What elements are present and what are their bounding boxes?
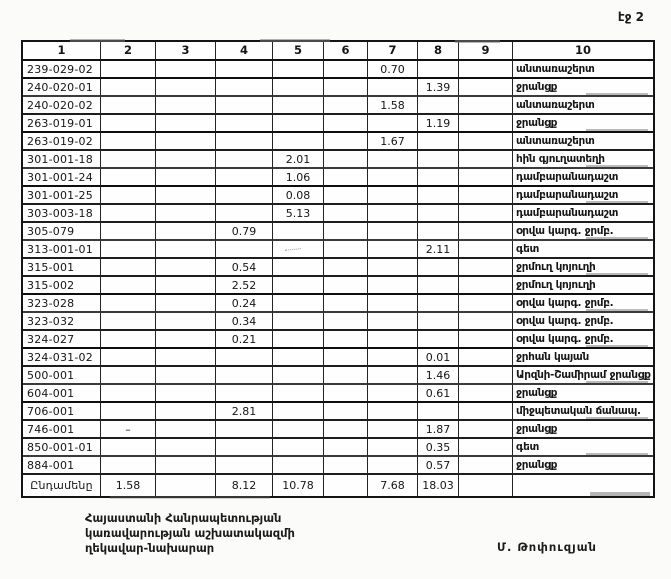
value-cell (156, 115, 216, 133)
value-cell (324, 115, 368, 133)
value-cell (101, 133, 156, 151)
value-cell (418, 295, 459, 313)
value-cell (459, 367, 513, 385)
value-cell (101, 151, 156, 169)
value-cell (459, 475, 513, 496)
value-cell (273, 439, 324, 457)
value-cell (101, 403, 156, 421)
value-cell (156, 277, 216, 295)
value-cell (216, 169, 273, 187)
value-cell (368, 205, 418, 223)
value-cell (368, 169, 418, 187)
table-row (23, 79, 653, 97)
table-row (23, 439, 653, 457)
value-cell (216, 79, 273, 97)
value-cell (101, 331, 156, 349)
value-cell: 1.87 (418, 421, 459, 439)
column-header-cell: 10 (513, 42, 653, 61)
description-cell: օրվա կարգ. ջրմբ. (513, 223, 653, 241)
signatory-title-line: կառավարության աշխատակազմի (85, 526, 295, 540)
value-cell: 5.13 (273, 205, 324, 223)
value-cell: 0.24 (216, 295, 273, 313)
value-cell (156, 151, 216, 169)
value-cell (101, 295, 156, 313)
value-cell (156, 169, 216, 187)
value-cell (368, 313, 418, 331)
value-cell (156, 295, 216, 313)
signatory-title-line: Հայաստանի Հանրապետության (85, 511, 282, 525)
value-cell (459, 151, 513, 169)
value-cell (324, 457, 368, 475)
value-cell (216, 151, 273, 169)
description-cell: ջրանցք (513, 385, 653, 403)
signatory-name: Մ. Թոփուզյան (497, 540, 597, 554)
value-cell (101, 97, 156, 115)
value-cell (101, 187, 156, 205)
value-cell (459, 241, 513, 259)
value-cell (459, 349, 513, 367)
table-row (23, 61, 653, 79)
value-cell: 1.58 (368, 97, 418, 115)
table-body (23, 61, 653, 475)
table-row (23, 133, 653, 151)
value-cell (156, 439, 216, 457)
value-cell (273, 367, 324, 385)
value-cell (459, 97, 513, 115)
value-cell (324, 385, 368, 403)
table-row (23, 151, 653, 169)
value-cell (156, 367, 216, 385)
value-cell (459, 277, 513, 295)
value-cell (273, 385, 324, 403)
parcel-code-cell: 323-032 (23, 313, 101, 331)
parcel-code-cell: 323-028 (23, 295, 101, 313)
value-cell (101, 385, 156, 403)
parcel-code-cell: 604-001 (23, 385, 101, 403)
value-cell (418, 313, 459, 331)
description-cell: անտառաշերտ (513, 133, 653, 151)
scan-artifact (590, 492, 650, 496)
value-cell (459, 439, 513, 457)
value-cell (101, 223, 156, 241)
table-row (23, 259, 653, 277)
value-cell: 0.61 (418, 385, 459, 403)
value-cell (368, 439, 418, 457)
value-cell (324, 169, 368, 187)
description-cell: դամբարանադաշտ (513, 169, 653, 187)
table-row (23, 331, 653, 349)
description-cell: անտառաշերտ (513, 97, 653, 115)
column-header-cell: 4 (216, 42, 273, 61)
parcel-code-cell: 303-003-18 (23, 205, 101, 223)
description-cell: դամբարանադաշտ (513, 205, 653, 223)
scan-artifact (110, 496, 270, 499)
table-header (23, 42, 653, 61)
description-cell: օրվա կարգ. ջրմբ. (513, 313, 653, 331)
value-cell (156, 313, 216, 331)
value-cell (418, 151, 459, 169)
value-cell (273, 313, 324, 331)
signatory-title-block (85, 511, 295, 556)
description-cell: Արզնի-Շամիրամ ջրանցք (513, 367, 653, 385)
description-cell: գետ (513, 241, 653, 259)
value-cell (273, 61, 324, 79)
parcel-code-cell: 500-001 (23, 367, 101, 385)
value-cell (459, 259, 513, 277)
value-cell (273, 133, 324, 151)
parcel-code-cell: 301-001-24 (23, 169, 101, 187)
value-cell (101, 349, 156, 367)
value-cell (156, 457, 216, 475)
table-row (23, 115, 653, 133)
value-cell (156, 133, 216, 151)
value-cell (368, 79, 418, 97)
value-cell: 0.08 (273, 187, 324, 205)
value-cell (273, 331, 324, 349)
scan-artifact (455, 40, 500, 43)
description-cell: գետ (513, 439, 653, 457)
value-cell (156, 349, 216, 367)
value-cell (216, 457, 273, 475)
description-cell: օրվա կարգ. ջրմբ. (513, 295, 653, 313)
land-parcel-table (21, 40, 655, 498)
value-cell (216, 61, 273, 79)
value-cell: 10.78 (273, 475, 324, 496)
value-cell (368, 151, 418, 169)
value-cell: – (101, 421, 156, 439)
page-number-label: էջ 2 (617, 10, 644, 24)
value-cell (418, 133, 459, 151)
value-cell (324, 331, 368, 349)
value-cell (459, 457, 513, 475)
parcel-code-cell: 239-029-02 (23, 61, 101, 79)
value-cell (368, 241, 418, 259)
value-cell (101, 259, 156, 277)
parcel-code-cell: 324-027 (23, 331, 101, 349)
table-row (23, 187, 653, 205)
description-cell: դամբարանադաշտ (513, 187, 653, 205)
value-cell (324, 439, 368, 457)
column-header-cell: 8 (418, 42, 459, 61)
value-cell: 2.52 (216, 277, 273, 295)
parcel-code-cell: 746-001 (23, 421, 101, 439)
value-cell (459, 223, 513, 241)
value-cell (459, 205, 513, 223)
value-cell (273, 295, 324, 313)
value-cell (216, 367, 273, 385)
value-cell (101, 241, 156, 259)
description-cell: ջրմուղ կոյուղի (513, 259, 653, 277)
value-cell (368, 115, 418, 133)
parcel-code-cell: 240-020-02 (23, 97, 101, 115)
table-row (23, 169, 653, 187)
parcel-code-cell: 313-001-01 (23, 241, 101, 259)
table-total-row (23, 475, 653, 496)
value-cell (459, 295, 513, 313)
value-cell (324, 97, 368, 115)
signatory-title-line: ղեկավար-նախարար (85, 541, 215, 555)
value-cell: 1.19 (418, 115, 459, 133)
value-cell (324, 187, 368, 205)
value-cell (418, 61, 459, 79)
table-row (23, 349, 653, 367)
value-cell (418, 223, 459, 241)
value-cell (101, 205, 156, 223)
parcel-code-cell: 884-001 (23, 457, 101, 475)
value-cell (156, 385, 216, 403)
value-cell (216, 439, 273, 457)
value-cell (418, 277, 459, 295)
value-cell (459, 421, 513, 439)
value-cell (101, 169, 156, 187)
value-cell (324, 403, 368, 421)
value-cell (273, 241, 324, 259)
parcel-code-cell: 305-079 (23, 223, 101, 241)
value-cell (418, 403, 459, 421)
value-cell (324, 79, 368, 97)
value-cell (216, 133, 273, 151)
table-row (23, 367, 653, 385)
value-cell (324, 475, 368, 496)
parcel-code-cell: 850-001-01 (23, 439, 101, 457)
value-cell (324, 61, 368, 79)
table-row (23, 457, 653, 475)
value-cell (156, 331, 216, 349)
value-cell (368, 349, 418, 367)
description-cell: ջրանցք (513, 115, 653, 133)
value-cell (324, 151, 368, 169)
table-row (23, 223, 653, 241)
parcel-code-cell: 263-019-01 (23, 115, 101, 133)
value-cell (459, 169, 513, 187)
value-cell (324, 133, 368, 151)
table-row (23, 241, 653, 259)
value-cell (101, 367, 156, 385)
value-cell (216, 97, 273, 115)
value-cell (273, 277, 324, 295)
value-cell: 0.54 (216, 259, 273, 277)
value-cell (418, 331, 459, 349)
value-cell (418, 187, 459, 205)
value-cell: 0.35 (418, 439, 459, 457)
value-cell: 0.34 (216, 313, 273, 331)
value-cell (324, 313, 368, 331)
parcel-code-cell: 263-019-02 (23, 133, 101, 151)
value-cell (273, 223, 324, 241)
value-cell (156, 421, 216, 439)
value-cell (324, 295, 368, 313)
value-cell (216, 385, 273, 403)
value-cell: 0.79 (216, 223, 273, 241)
value-cell (459, 79, 513, 97)
parcel-code-cell: 324-031-02 (23, 349, 101, 367)
value-cell (156, 475, 216, 496)
value-cell (459, 133, 513, 151)
value-cell (459, 115, 513, 133)
table-row (23, 97, 653, 115)
value-cell: 1.46 (418, 367, 459, 385)
value-cell (459, 385, 513, 403)
header-row (23, 42, 653, 61)
value-cell (368, 223, 418, 241)
value-cell (324, 367, 368, 385)
value-cell (101, 79, 156, 97)
value-cell (156, 79, 216, 97)
table-row (23, 421, 653, 439)
value-cell (156, 187, 216, 205)
value-cell (216, 421, 273, 439)
value-cell (101, 439, 156, 457)
value-cell (324, 205, 368, 223)
parcel-code-cell: 301-001-18 (23, 151, 101, 169)
value-cell (418, 169, 459, 187)
value-cell (156, 241, 216, 259)
value-cell (273, 97, 324, 115)
value-cell: 1.39 (418, 79, 459, 97)
value-cell: 0.57 (418, 457, 459, 475)
value-cell (368, 403, 418, 421)
description-cell: հին գյուղատեղի (513, 151, 653, 169)
value-cell (368, 277, 418, 295)
value-cell: 18.03 (418, 475, 459, 496)
table-row (23, 385, 653, 403)
value-cell (418, 205, 459, 223)
total-row (23, 475, 653, 496)
value-cell (216, 187, 273, 205)
table-row (23, 295, 653, 313)
value-cell (459, 61, 513, 79)
value-cell (101, 61, 156, 79)
description-cell: ջրանցք (513, 79, 653, 97)
column-header-cell: 3 (156, 42, 216, 61)
description-cell: ջրանցք (513, 457, 653, 475)
value-cell (273, 457, 324, 475)
value-cell (368, 421, 418, 439)
value-cell: 2.11 (418, 241, 459, 259)
description-cell: օրվա կարգ. ջրմբ. (513, 331, 653, 349)
column-header-cell: 1 (23, 42, 101, 61)
value-cell (418, 97, 459, 115)
value-cell (324, 259, 368, 277)
value-cell (368, 295, 418, 313)
value-cell (368, 259, 418, 277)
scan-artifact (70, 39, 125, 42)
value-cell (324, 421, 368, 439)
value-cell (156, 223, 216, 241)
value-cell (368, 457, 418, 475)
description-cell: միջպետական ճանապ. (513, 403, 653, 421)
value-cell (273, 115, 324, 133)
value-cell: 1.58 (101, 475, 156, 496)
table-row (23, 277, 653, 295)
value-cell (459, 403, 513, 421)
value-cell: 2.81 (216, 403, 273, 421)
value-cell (101, 457, 156, 475)
value-cell (101, 115, 156, 133)
scan-artifact (260, 39, 330, 42)
value-cell (273, 259, 324, 277)
value-cell (368, 367, 418, 385)
value-cell (156, 205, 216, 223)
value-cell: 0.21 (216, 331, 273, 349)
value-cell (156, 97, 216, 115)
value-cell (273, 79, 324, 97)
value-cell (216, 205, 273, 223)
value-cell (324, 223, 368, 241)
description-cell: ջրհան կայան (513, 349, 653, 367)
description-cell: ջրմուղ կոյուղի (513, 277, 653, 295)
value-cell: 7.68 (368, 475, 418, 496)
description-cell: ջրանցք (513, 421, 653, 439)
parcel-code-cell: 240-020-01 (23, 79, 101, 97)
value-cell (273, 403, 324, 421)
value-cell (324, 277, 368, 295)
value-cell (156, 403, 216, 421)
parcel-code-cell: 301-001-25 (23, 187, 101, 205)
value-cell: 1.67 (368, 133, 418, 151)
column-header-cell: 6 (324, 42, 368, 61)
column-header-cell: 7 (368, 42, 418, 61)
value-cell: 1.06 (273, 169, 324, 187)
table-row (23, 205, 653, 223)
column-header-cell: 5 (273, 42, 324, 61)
value-cell (459, 331, 513, 349)
value-cell: 0.01 (418, 349, 459, 367)
parcel-code-cell: Ընդամենը (23, 475, 101, 496)
value-cell: 2.01 (273, 151, 324, 169)
value-cell (101, 277, 156, 295)
value-cell: 8.12 (216, 475, 273, 496)
column-header-cell: 9 (459, 42, 513, 61)
column-header-cell: 2 (101, 42, 156, 61)
value-cell (156, 259, 216, 277)
value-cell (324, 241, 368, 259)
value-cell (459, 187, 513, 205)
value-cell (216, 115, 273, 133)
value-cell (273, 349, 324, 367)
value-cell (216, 349, 273, 367)
value-cell (101, 313, 156, 331)
parcel-code-cell: 315-002 (23, 277, 101, 295)
value-cell: 0.70 (368, 61, 418, 79)
value-cell (216, 241, 273, 259)
value-cell (273, 421, 324, 439)
value-cell (368, 331, 418, 349)
value-cell (324, 349, 368, 367)
value-cell (459, 313, 513, 331)
value-cell (368, 385, 418, 403)
parcel-code-cell: 706-001 (23, 403, 101, 421)
value-cell (418, 259, 459, 277)
description-cell: անտառաշերտ (513, 61, 653, 79)
value-cell (368, 187, 418, 205)
value-cell (156, 61, 216, 79)
table-row (23, 313, 653, 331)
parcel-code-cell: 315-001 (23, 259, 101, 277)
table-row (23, 403, 653, 421)
